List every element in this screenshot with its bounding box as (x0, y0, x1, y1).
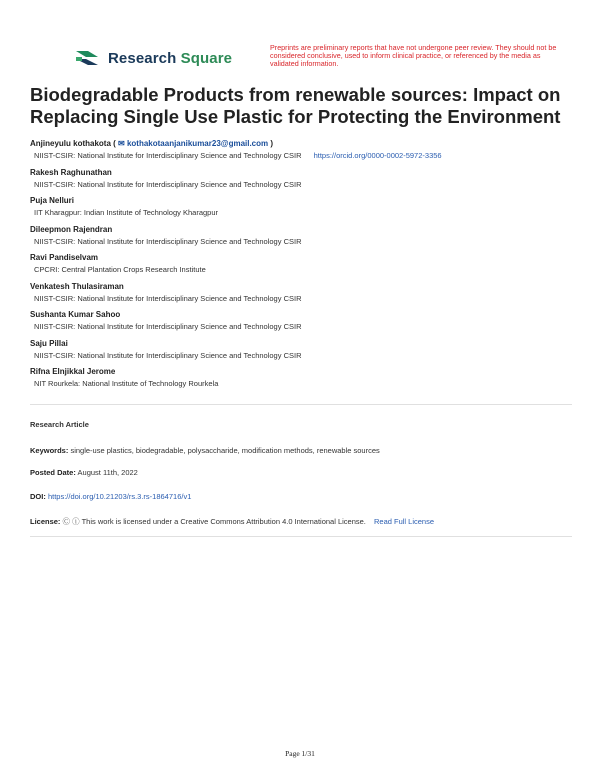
author-affiliation: NIIST-CSIR: National Institute for Interdisciplinary Science and Technology CSIR (34, 322, 302, 331)
doi-line (30, 492, 575, 501)
author-affiliation: CPCRI: Central Plantation Crops Research Institute (34, 265, 206, 274)
author-name: Dileepmon Rajendran (30, 224, 113, 234)
author-entry: Anjineyulu kothakota ( ✉ kothakotaanjanikumar23@gmail.com ) NIIST-CSIR: National Institute for Interdisciplinary Science and Technology CSIR https://orcid.org/0000-0002-5972-3356 (30, 139, 442, 160)
author-name: Saju Pillai (30, 338, 68, 348)
author-name: Anjineyulu kothakota (30, 139, 111, 148)
author-name: Sushanta Kumar Sahoo (30, 310, 121, 319)
attribution-icon: ⓘ (72, 517, 80, 526)
posted-date-value: August 11th, 2022 (77, 468, 138, 477)
author-name: Rakesh Raghunathan (30, 167, 112, 177)
author-affiliation: NIIST-CSIR: National Institute for Interdisciplinary Science and Technology CSIR (34, 179, 302, 189)
section-divider (30, 536, 572, 537)
article-type: Research Article (30, 420, 89, 429)
page-number: Page 1/31 (285, 749, 315, 758)
author-entry (30, 252, 580, 281)
author-entry (30, 338, 580, 367)
license-text: This work is licensed under a Creative Commons Attribution 4.0 International License. (81, 517, 366, 526)
author-affiliation: NIIST-CSIR: National Institute for Interdisciplinary Science and Technology CSIR (34, 350, 302, 360)
author-entry (30, 195, 580, 224)
author-affiliation: NIIST-CSIR: National Institute for Interdisciplinary Science and Technology CSIR (34, 293, 302, 303)
author-affiliation: NIIST-CSIR: National Institute for Interdisciplinary Science and Technology CSIR (34, 236, 302, 246)
author-email-link[interactable]: kothakotaanjanikumar23@gmail.com (126, 139, 269, 148)
author-entry (30, 167, 580, 196)
author-name: Ravi Pandiselvam (30, 253, 99, 262)
logo-text: Research Square (108, 49, 233, 67)
author-affiliation: IIT Kharagpur: Indian Institute of Technology Kharagpur (34, 208, 219, 217)
posted-date-line (30, 468, 575, 477)
keywords-value: single-use plastics, biodegradable, polysaccharide, modification methods, renewable sources (70, 446, 380, 455)
research-square-logo[interactable] (74, 47, 232, 69)
author-affiliation: NIIST-CSIR: National Institute for Interdisciplinary Science and Technology CSIR (34, 151, 302, 160)
author-name: Rifna Elnjikkal Jerome (30, 367, 116, 376)
author-entry (30, 224, 580, 253)
author-name: Puja Nelluri (30, 196, 75, 205)
keywords-label: Keywords: (30, 446, 69, 455)
author-entry (30, 281, 580, 310)
creative-commons-icon: Ⓒ (62, 517, 71, 526)
author-name: Venkatesh Thulasiraman (30, 281, 124, 291)
research-square-logo-icon (74, 47, 100, 69)
license-label: License: (30, 517, 61, 526)
read-full-license-link[interactable]: Read Full License (373, 517, 435, 526)
doi-label: DOI: (30, 492, 46, 501)
author-list (30, 138, 580, 395)
doi-link[interactable]: https://doi.org/10.21203/rs.3.rs-1864716/v1 (47, 492, 192, 501)
author-entry (30, 366, 580, 395)
license-line (30, 516, 575, 527)
section-divider (30, 404, 572, 405)
author-entry (30, 309, 580, 338)
orcid-link[interactable]: https://orcid.org/0000-0002-5972-3356 (313, 151, 442, 160)
author-affiliation: NIT Rourkela: National Institute of Technology Rourkela (34, 379, 219, 388)
preprint-notice: Preprints are preliminary reports that have not undergone peer review. They should not be considered conclusive, used to inform clinical practice, or referenced by the media as validated information. (270, 43, 557, 69)
posted-date-label: Posted Date: (30, 468, 76, 477)
keywords-line (30, 446, 575, 455)
paper-title: Biodegradable Products from renewable sources: Impact on Replacing Single Use Plastic for Protecting the Environment (30, 84, 561, 127)
envelope-icon: ✉ (118, 139, 125, 148)
page-header (0, 0, 600, 80)
